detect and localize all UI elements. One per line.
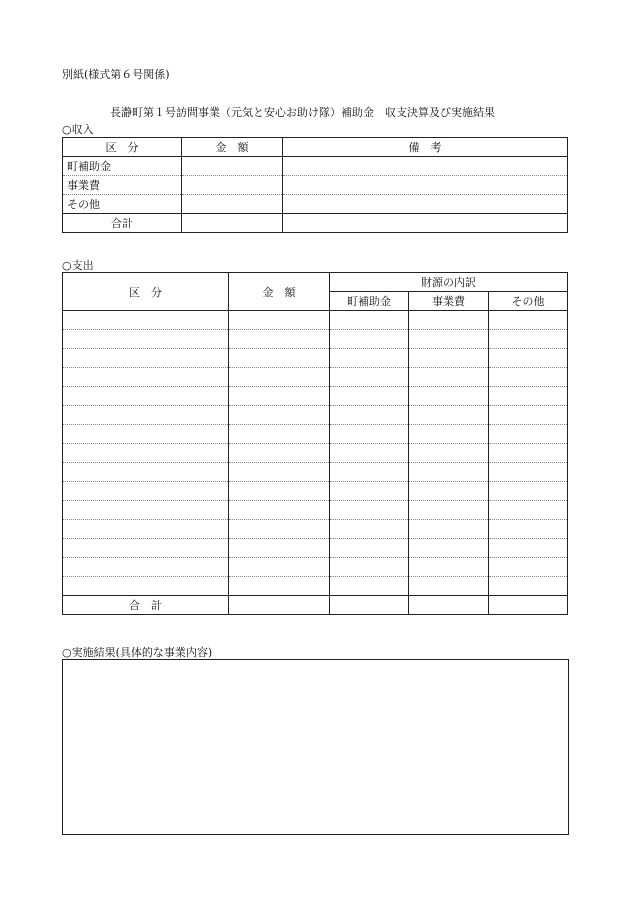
expense-cell[interactable] xyxy=(409,311,489,330)
expense-cell[interactable] xyxy=(330,349,409,368)
expense-cell[interactable] xyxy=(229,330,330,349)
expense-cell[interactable] xyxy=(330,368,409,387)
results-text-area[interactable] xyxy=(62,659,569,835)
expense-cell[interactable] xyxy=(229,482,330,501)
expense-subheader-business: 事業費 xyxy=(409,292,489,311)
expense-cell[interactable] xyxy=(489,425,568,444)
expense-cell[interactable] xyxy=(229,311,330,330)
income-total-label: 合計 xyxy=(63,214,182,233)
expense-cell[interactable] xyxy=(229,425,330,444)
expense-cell[interactable] xyxy=(63,406,229,425)
expense-cell[interactable] xyxy=(409,349,489,368)
expense-row xyxy=(63,558,568,577)
expense-cell[interactable] xyxy=(489,577,568,596)
expense-cell[interactable] xyxy=(409,539,489,558)
expense-cell[interactable] xyxy=(409,368,489,387)
income-total-remarks-cell[interactable] xyxy=(283,214,568,233)
expense-cell[interactable] xyxy=(229,558,330,577)
expense-cell[interactable] xyxy=(63,311,229,330)
income-header-remarks: 備 考 xyxy=(283,138,568,157)
expense-row xyxy=(63,482,568,501)
expense-total-label: 合 計 xyxy=(63,596,229,615)
income-amount-cell[interactable] xyxy=(182,195,283,214)
expense-cell[interactable] xyxy=(330,444,409,463)
expense-cell[interactable] xyxy=(409,501,489,520)
expense-cell[interactable] xyxy=(330,406,409,425)
expense-row xyxy=(63,463,568,482)
expense-row xyxy=(63,444,568,463)
expense-cell[interactable] xyxy=(63,577,229,596)
expense-cell[interactable] xyxy=(330,539,409,558)
expense-cell[interactable] xyxy=(489,368,568,387)
expense-table xyxy=(62,272,568,615)
expense-cell[interactable] xyxy=(63,463,229,482)
expense-cell[interactable] xyxy=(409,577,489,596)
income-header-amount: 金 額 xyxy=(182,138,283,157)
expense-cell[interactable] xyxy=(489,444,568,463)
expense-cell[interactable] xyxy=(229,368,330,387)
income-table xyxy=(62,137,568,233)
expense-row xyxy=(63,387,568,406)
expense-cell[interactable] xyxy=(330,311,409,330)
appendix-label: 別紙(様式第６号関係) xyxy=(62,68,170,81)
expense-cell[interactable] xyxy=(330,482,409,501)
income-total-amount-cell[interactable] xyxy=(182,214,283,233)
expense-total-cell[interactable] xyxy=(330,596,409,615)
expense-cell[interactable] xyxy=(63,368,229,387)
expense-cell[interactable] xyxy=(489,520,568,539)
results-heading: ○実施結果(具体的な事業内容) xyxy=(62,646,213,659)
expense-cell[interactable] xyxy=(409,520,489,539)
expense-cell[interactable] xyxy=(63,558,229,577)
expense-cell[interactable] xyxy=(330,387,409,406)
expense-cell[interactable] xyxy=(229,539,330,558)
expense-cell[interactable] xyxy=(489,558,568,577)
expense-cell[interactable] xyxy=(63,425,229,444)
expense-cell[interactable] xyxy=(63,539,229,558)
expense-cell[interactable] xyxy=(229,577,330,596)
expense-header-amount: 金 額 xyxy=(229,273,330,311)
expense-cell[interactable] xyxy=(63,520,229,539)
expense-cell[interactable] xyxy=(229,406,330,425)
expense-total-cell[interactable] xyxy=(409,596,489,615)
income-row xyxy=(63,176,568,195)
expense-cell[interactable] xyxy=(409,463,489,482)
expense-cell[interactable] xyxy=(489,501,568,520)
expense-cell[interactable] xyxy=(229,349,330,368)
expense-row xyxy=(63,349,568,368)
income-amount-cell[interactable] xyxy=(182,157,283,176)
expense-row xyxy=(63,368,568,387)
expense-cell[interactable] xyxy=(330,558,409,577)
income-remarks-cell[interactable] xyxy=(283,176,568,195)
expense-cell[interactable] xyxy=(409,425,489,444)
income-row xyxy=(63,195,568,214)
expense-cell[interactable] xyxy=(229,444,330,463)
expense-cell[interactable] xyxy=(63,387,229,406)
income-remarks-cell[interactable] xyxy=(283,157,568,176)
income-row-label: 町補助金 xyxy=(63,157,182,176)
expense-cell[interactable] xyxy=(409,444,489,463)
expense-subheader-subsidy: 町補助金 xyxy=(330,292,409,311)
expense-cell[interactable] xyxy=(330,425,409,444)
expense-cell[interactable] xyxy=(330,330,409,349)
expense-cell[interactable] xyxy=(489,406,568,425)
expense-header-breakdown: 財源の内訳 xyxy=(330,273,568,292)
expense-cell[interactable] xyxy=(489,387,568,406)
expense-cell[interactable] xyxy=(63,349,229,368)
expense-heading: ○支出 xyxy=(62,259,94,272)
income-row-label: 事業費 xyxy=(63,176,182,195)
expense-cell[interactable] xyxy=(409,330,489,349)
income-header-category: 区 分 xyxy=(63,138,182,157)
expense-cell[interactable] xyxy=(63,501,229,520)
expense-cell[interactable] xyxy=(409,387,489,406)
page-title: 長瀞町第１号訪問事業（元気と安心お助け隊）補助金 収支決算及び実施結果 xyxy=(110,106,495,119)
expense-cell[interactable] xyxy=(330,577,409,596)
expense-cell[interactable] xyxy=(409,482,489,501)
expense-cell[interactable] xyxy=(489,482,568,501)
expense-cell[interactable] xyxy=(229,463,330,482)
expense-header-category: 区 分 xyxy=(63,273,229,311)
expense-cell[interactable] xyxy=(489,349,568,368)
expense-cell[interactable] xyxy=(409,558,489,577)
income-total-row xyxy=(63,214,568,233)
expense-cell[interactable] xyxy=(229,387,330,406)
expense-cell[interactable] xyxy=(229,520,330,539)
expense-cell[interactable] xyxy=(489,539,568,558)
expense-cell[interactable] xyxy=(63,444,229,463)
expense-total-cell[interactable] xyxy=(229,596,330,615)
expense-row xyxy=(63,501,568,520)
expense-row xyxy=(63,520,568,539)
expense-cell[interactable] xyxy=(409,406,489,425)
expense-cell[interactable] xyxy=(330,463,409,482)
expense-row xyxy=(63,577,568,596)
expense-cell[interactable] xyxy=(330,520,409,539)
income-remarks-cell[interactable] xyxy=(283,195,568,214)
expense-cell[interactable] xyxy=(489,463,568,482)
income-amount-cell[interactable] xyxy=(182,176,283,195)
income-row xyxy=(63,157,568,176)
expense-cell[interactable] xyxy=(229,501,330,520)
expense-cell[interactable] xyxy=(489,330,568,349)
expense-total-cell[interactable] xyxy=(489,596,568,615)
expense-cell[interactable] xyxy=(330,501,409,520)
expense-cell[interactable] xyxy=(63,330,229,349)
expense-cell[interactable] xyxy=(63,482,229,501)
expense-subheader-other: その他 xyxy=(489,292,568,311)
expense-row xyxy=(63,330,568,349)
income-row-label: その他 xyxy=(63,195,182,214)
expense-total-row xyxy=(63,596,568,615)
income-heading: ○収入 xyxy=(62,123,94,136)
expense-row xyxy=(63,311,568,330)
expense-cell[interactable] xyxy=(489,311,568,330)
expense-row xyxy=(63,425,568,444)
expense-row xyxy=(63,539,568,558)
expense-row xyxy=(63,406,568,425)
